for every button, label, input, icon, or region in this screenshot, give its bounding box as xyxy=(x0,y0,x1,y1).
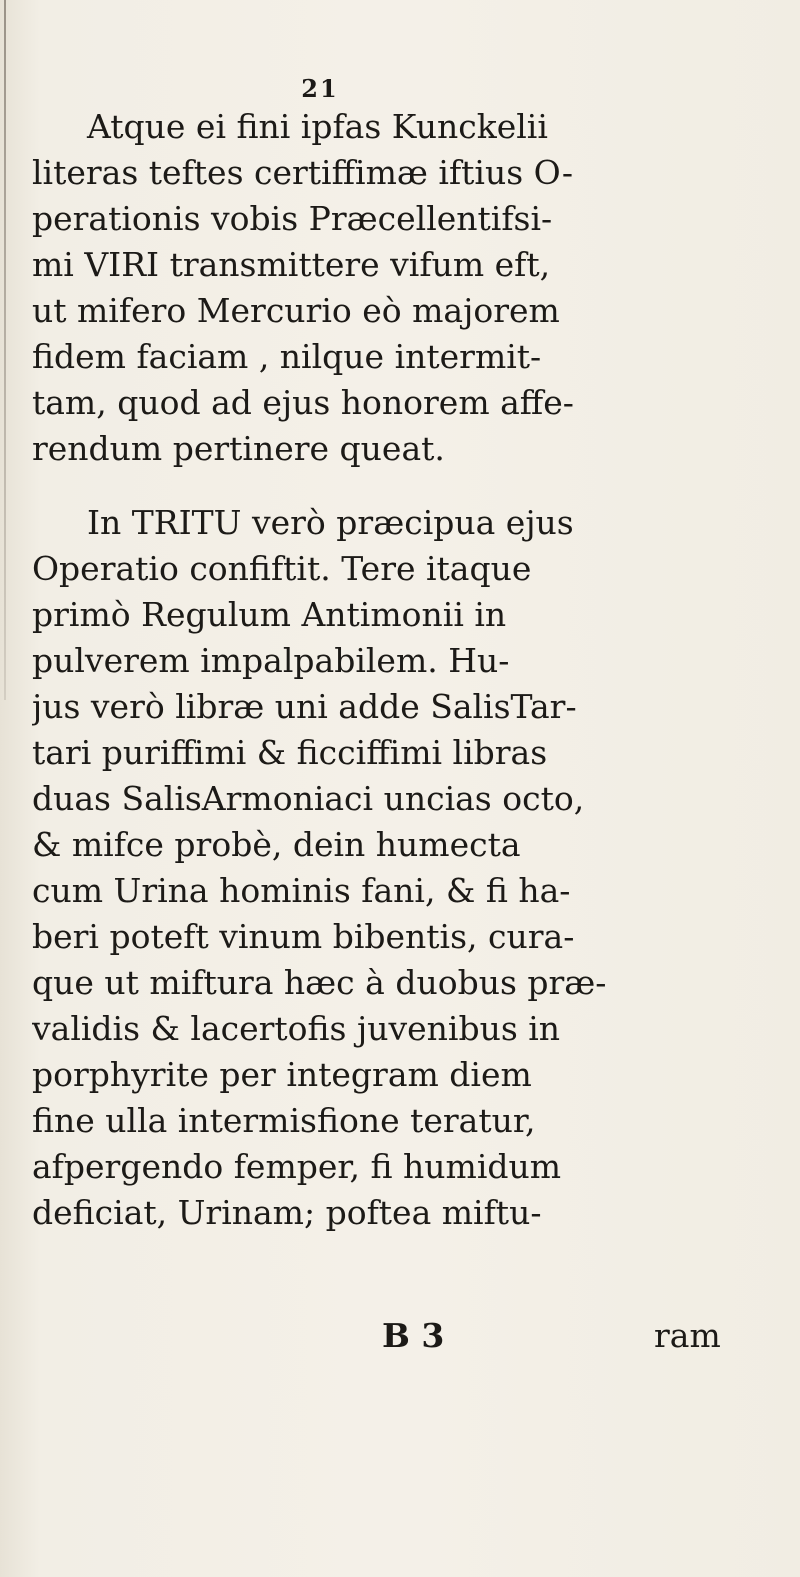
page-footer xyxy=(32,1313,792,1359)
text-line: pulverem impalpabilem. Hu- xyxy=(32,641,510,680)
text-line: porphyrite per integram diem xyxy=(32,1055,532,1094)
text-line: tam, quod ad ejus honorem affe- xyxy=(32,383,574,422)
text-line: tari puriffimi & ficciffimi libras xyxy=(32,733,548,772)
text-line: literas teftes certiffimæ iftius O- xyxy=(32,153,574,192)
text-line: que ut miftura hæc à duobus præ- xyxy=(32,963,607,1002)
text-line: fidem faciam , nilque intermit- xyxy=(32,337,542,376)
text-line: fine ulla intermisfione teratur, xyxy=(32,1101,536,1140)
page-edge-shadow xyxy=(4,0,6,700)
signature-mark: B 3 xyxy=(382,1316,445,1355)
text-line: ut mifero Mercurio eò majorem xyxy=(32,291,560,330)
text-line: beri poteft vinum bibentis, cura- xyxy=(32,917,575,956)
text-line: Operatio confiftit. Tere itaque xyxy=(32,549,532,588)
text-line: & mifce probè, dein humecta xyxy=(32,825,521,864)
text-line: deficiat, Urinam; poftea miftu- xyxy=(32,1193,542,1232)
text-line: mi VIRI transmittere vifum eft, xyxy=(32,245,551,284)
body-text xyxy=(32,104,792,1236)
text-line: In TRITU verò præcipua ejus xyxy=(87,503,574,542)
text-line: validis & lacertofis juvenibus in xyxy=(32,1009,561,1048)
text-line: cum Urina hominis fani, & fi ha- xyxy=(32,871,571,910)
text-line: jus verò libræ uni adde SalisTar- xyxy=(32,687,577,726)
catchword: ram xyxy=(654,1316,721,1355)
text-line: perationis vobis Præcellentifsi- xyxy=(32,199,553,238)
page-number: 21 xyxy=(301,74,339,103)
text-line: rendum pertinere queat. xyxy=(32,429,445,468)
text-line: duas SalisArmoniaci uncias octo, xyxy=(32,779,585,818)
paragraph-gap xyxy=(32,472,792,500)
text-line: Atque ei fini ipfas Kunckelii xyxy=(87,107,548,146)
text-line: primò Regulum Antimonii in xyxy=(32,595,507,634)
text-line: afpergendo femper, fi humidum xyxy=(32,1147,562,1186)
